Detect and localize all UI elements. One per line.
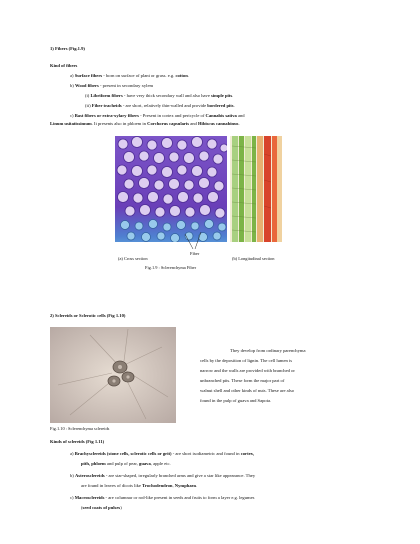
figure-caption-1-10: Fig.1.10 : Sclerenchyma sclereids <box>50 426 110 431</box>
section-heading-fibers: 1) Fibers (Fig.1.9) <box>50 46 85 51</box>
item-wood-fibers: b) Wood fibers - present in secondary xylem <box>70 83 154 88</box>
item-brachysclereids-line2: pith, phloem and pulp of pear, guava, apple etc. <box>81 461 171 466</box>
item-macrosclereids-line1: c) Macrosclereids - are columnar or rod-like present in seeds and fruits to form a layer e.g. legumes <box>70 495 255 500</box>
sclereids-para-line2: cells by the deposition of lignin. The cell lumen is <box>200 358 293 363</box>
item-asterosclereids-line1: b) Asterosclereids - are star-shaped, irregularly branched arms and give a star like appearance. They <box>70 473 256 478</box>
label-longitudinal-section: (b) Longitudinal section <box>232 256 275 261</box>
subheading-kind-of-fibers: Kind of fibers <box>50 63 78 68</box>
item-macrosclereids-line2: (seed coats of pulses) <box>81 505 122 510</box>
longitudinal-section-micrograph <box>230 136 282 254</box>
item-bast-fibers-line1: c) Bast fibers or extra-xylary fibers - Present in cortex and pericycle of Cannabis sativa and <box>70 113 245 118</box>
item-libriform-fibers: (i) Libriform fibers - have very thick secondary wall and also have simple pits. <box>85 93 234 98</box>
item-brachysclereids-line1: a) Brachysclereids (stone cells, sclerotic cells or grit) - are short isodiametric and found in cortex, <box>70 451 255 456</box>
item-bast-fibers-line2: Linum usitatissimum. It presents also in phloem in Corchorus capsularis and Hibiscus cannabinus. <box>50 121 240 126</box>
label-fiber: Fiber <box>190 251 200 256</box>
item-asterosclereids-line2: are found in leaves of dicots like Trochodendron, Nymphaea. <box>81 483 198 488</box>
sclereids-para-line6: found in the pulp of guava and Sapota. <box>200 398 272 403</box>
sclereids-para-line4: unbranched pits. These form the major part of <box>200 378 285 383</box>
section-heading-kinds-of-sclereids: Kinds of sclereids (Fig 1.11) <box>50 439 105 444</box>
item-surface-fibers: a) Surface fibers - born on surface of plant or grass. e.g. cotton. <box>70 73 189 78</box>
cross-section-micrograph <box>115 136 227 254</box>
sclereids-para-line1: They develop from ordinary parenchyma <box>230 348 306 353</box>
section-heading-sclereids: 2) Sclereids or Sclerotic cells (Fig 1.10) <box>50 313 126 318</box>
sclereids-para-line3: narrow and the walls are provided with branched or <box>200 368 295 373</box>
label-cross-section: (a) Cross section <box>118 256 148 261</box>
figure-caption-1-9: Fig.1.9 : Sclerenchyma Fiber <box>145 265 197 270</box>
sclereids-micrograph <box>50 327 176 423</box>
sclereids-para-line5: walnut shell and other kinds of nuts. These are also <box>200 388 295 393</box>
item-fiber-tracheids: (ii) Fiber tracheids - are short, relatively thin-walled and provide bordered pits. <box>85 103 235 108</box>
